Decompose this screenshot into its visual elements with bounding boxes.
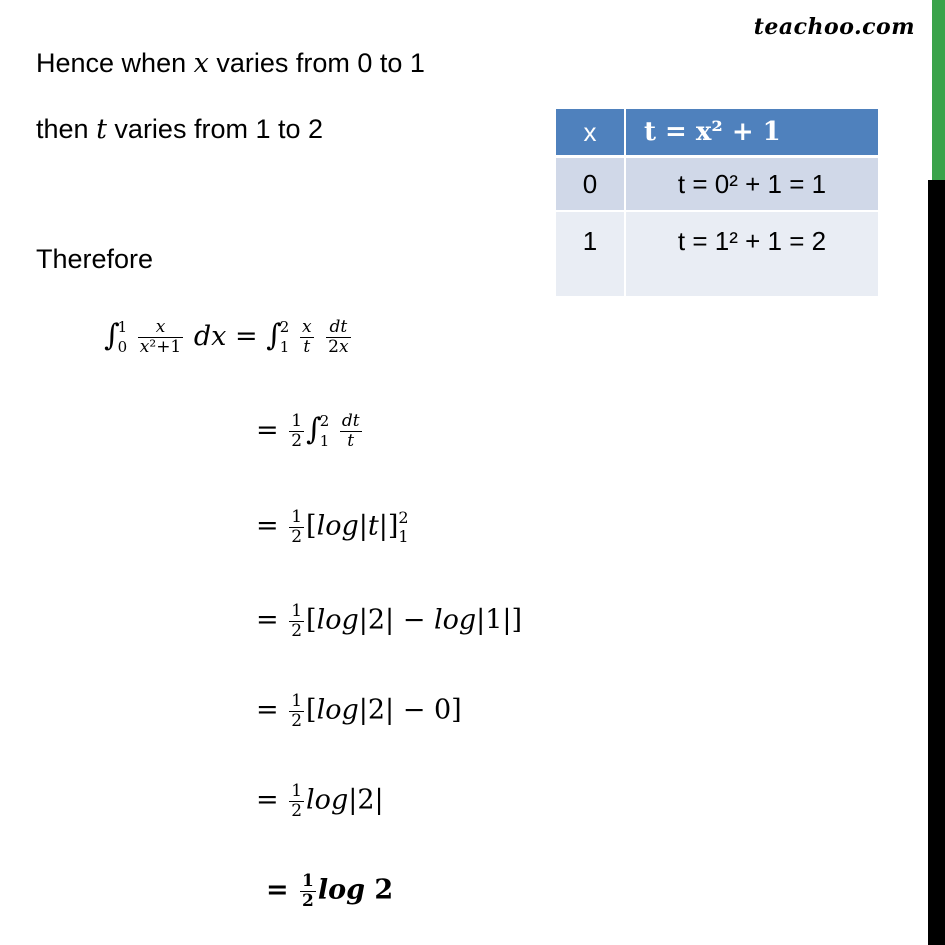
table-cell-t: t = 0² + 1 = 1 bbox=[625, 157, 879, 212]
substitution-table bbox=[556, 109, 880, 296]
intro-line-2-post: varies from 1 to 2 bbox=[106, 114, 324, 144]
table-header-x: x bbox=[556, 109, 625, 157]
intro-line-2-pre: then bbox=[36, 114, 97, 144]
intro-line-2 bbox=[36, 114, 323, 145]
therefore-label: Therefore bbox=[36, 244, 154, 274]
intro-line-2-var: t bbox=[96, 114, 107, 145]
table-cell-t: t = 1² + 1 = 2 bbox=[625, 211, 879, 296]
step-2: = $\frac{1}{2}$ [log|t|] 2 1 bbox=[256, 507, 409, 547]
table-row bbox=[556, 157, 879, 212]
intro-line-1-post: varies from 0 to 1 bbox=[208, 48, 425, 78]
brand-logo: teachoo.com bbox=[753, 14, 915, 40]
scrollbar-edge bbox=[928, 0, 932, 180]
table-header-t: t = x² + 1 bbox=[625, 109, 879, 157]
step-5: = $\frac{1}{2}$ log|2| bbox=[256, 781, 384, 821]
final-answer: = $\frac{1}{2}$ log 2 bbox=[266, 871, 394, 911]
step-3: = $\frac{1}{2}$ [log|2| − log|1|] bbox=[256, 601, 523, 641]
intro-line-1-var: x bbox=[193, 48, 209, 79]
table-cell-x: 0 bbox=[556, 157, 625, 212]
step-1: = $\frac{1}{2}$ ∫ 2 1 $\frac{dt}{t}$ bbox=[256, 411, 360, 451]
step-4: = $\frac{1}{2}$ [log|2| − 0] bbox=[256, 691, 462, 731]
intro-line-1 bbox=[36, 48, 425, 79]
intro-line-1-pre: Hence when bbox=[36, 48, 194, 78]
table-cell-x: 1 bbox=[556, 211, 625, 296]
integral-equation: ∫ 1 0 $\frac{x}{\text{x²+1}}$ dx = ∫ 2 1 $\frac{x}{t}$ $\frac{dt}{2x}$ bbox=[104, 317, 349, 357]
table-row bbox=[556, 211, 879, 296]
